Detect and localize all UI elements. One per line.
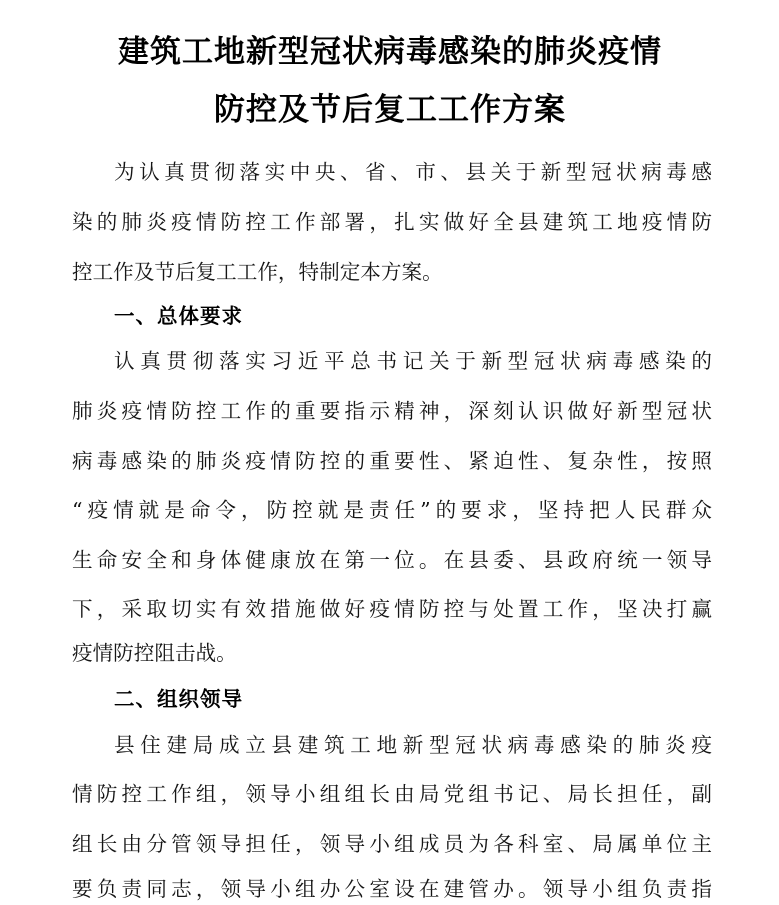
- section2-line-4: 要负责同志，领导小组办公室设在建管办。领导小组负责指: [72, 877, 712, 901]
- intro-line-3: 控工作及节后复工工作，特制定本方案。: [72, 260, 443, 284]
- intro-line-1: 为认真贯彻落实中央、省、市、县关于新型冠状病毒感: [114, 160, 712, 184]
- document-title-line-2: 防控及节后复工工作方案: [214, 92, 566, 128]
- section1-line-1: 认真贯彻落实习近平总书记关于新型冠状病毒感染的: [114, 349, 712, 373]
- section1-line-3: 病毒感染的肺炎疫情防控的重要性、紧迫性、复杂性，按照: [72, 449, 712, 473]
- section-heading-general-requirements: 一、总体要求: [114, 304, 243, 328]
- section2-line-1: 县住建局成立县建筑工地新型冠状病毒感染的肺炎疫: [114, 733, 712, 757]
- section1-line-5: 生命安全和身体健康放在第一位。在县委、县政府统一领导: [72, 548, 712, 572]
- section1-line-7: 疫情防控阻击战。: [72, 641, 237, 665]
- section1-line-6: 下，采取切实有效措施做好疫情防控与处置工作，坚决打赢: [72, 597, 712, 621]
- section1-line-4: “疫情就是命令，防控就是责任”的要求，坚持把人民群众: [72, 498, 712, 522]
- document-title-line-1: 建筑工地新型冠状病毒感染的肺炎疫情: [118, 34, 662, 70]
- section1-line-2: 肺炎疫情防控工作的重要指示精神，深刻认识做好新型冠状: [72, 399, 712, 423]
- intro-line-2: 染的肺炎疫情防控工作部署，扎实做好全县建筑工地疫情防: [72, 210, 712, 234]
- section2-line-3: 组长由分管领导担任，领导小组成员为各科室、局属单位主: [72, 832, 712, 856]
- section-heading-organization-leadership: 二、组织领导: [114, 687, 243, 711]
- section2-line-2: 情防控工作组，领导小组组长由局党组书记、局长担任，副: [72, 782, 712, 806]
